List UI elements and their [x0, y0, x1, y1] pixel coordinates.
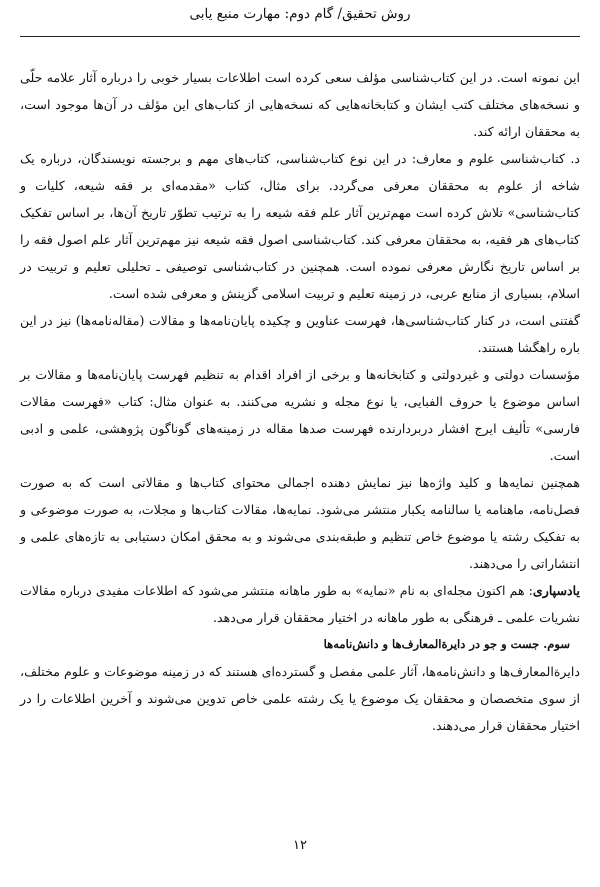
paragraph: مؤسسات دولتی و غیردولتی و کتابخانه‌ها و برخی از افراد اقدام به تنظیم فهرست پایان‌نامه‌ها و مقالات بر اساس موضوع یا حروف الفبایی، یا نوع مجله و نشریه می‌کنند. به عنوان مثال: کتاب «فهرست مقالات فارسی» تألیف ایرج افشار دربردارنده فهرست صدها مقاله در زمینه‌های گوناگون پژوهشی، علمی و ادبی است. — [20, 367, 580, 463]
running-header: روش تحقیق/ گام دوم: مهارت منبع یابی — [189, 6, 411, 22]
note-text: : هم اکنون مجله‌ای به نام «نمایه» به طور ماهانه منتشر می‌شود که اطلاعات مفیدی درباره مقالات نشریات علمی ـ فرهنگی به طور ماهانه در اختیار محققان قرار می‌دهد. — [20, 583, 580, 625]
body-text — [20, 64, 580, 739]
paragraph: همچنین نمایه‌ها و کلید واژه‌ها نیز نمایش دهنده اجمالی محتوای کتاب‌ها و مقالاتی است که به صورت فصل‌نامه، ماهنامه یا سالنامه یکبار منتشر می‌شود. نمایه‌ها، مقالات کتاب‌ها و مجلات، به صورت موضوعی و به تفکیک رشته یا موضوع خاص تنظیم و طبقه‌بندی می‌شوند و به محقق امکان دستیابی به تازه‌های علمی و انتشاراتی را می‌دهند. — [20, 475, 580, 571]
page-number: ۱۲ — [293, 838, 307, 853]
note-paragraph — [20, 577, 580, 631]
header-rule — [20, 36, 580, 37]
paragraph: این نمونه است. در این کتاب‌شناسی مؤلف سعی کرده است اطلاعات بسیار خوبی را درباره آثار علامه حلّی و نسخه‌های مختلف کتب ایشان و کتابخانه‌هایی که نسخه‌هایی از کتاب‌های این مؤلف در آن‌ها موجود است، به محققان ارائه کند. — [20, 70, 580, 139]
paragraph: د. کتاب‌شناسی علوم و معارف: در این نوع کتاب‌شناسی، کتاب‌های مهم و برجسته نویسندگان، درباره یک شاخه از علوم به محققان معرفی می‌گردد. برای مثال، کتاب «مقدمه‌ای بر فقه شیعه، کلیات و کتاب‌شناسی» تلاش کرده است مهم‌ترین آثار علم فقه شیعه را به ترتیب تطوّر تاریخ آن‌ها، بر اساس تفکیک کتاب‌های هر فقیه، به محققان معرفی کند. کتاب‌شناسی اصول فقه شیعه نیز مهم‌ترین آثار علم اصول فقه را بر اساس تاریخ نگارش معرفی نموده است. همچنین در کتاب‌شناسی توصیفی ـ تحلیلی تعلیم و تربیت در اسلام، بسیاری از منابع عربی، در زمینه تعلیم و تربیت اسلامی گزینش و معرفی شده است. — [20, 151, 580, 301]
paragraph: دایرةالمعارف‌ها و دانش‌نامه‌ها، آثار علمی مفصل و گسترده‌ای هستند که در زمینه موضوعات و علوم مختلف، از سوی متخصصان و محققان یک موضوع یا یک رشته علمی خاص تدوین می‌شوند و آخرین اطلاعات را در اختیار محققان قرار می‌دهند. — [20, 664, 580, 733]
section-heading: سوم. جست و جو در دایرةالمعارف‌ها و دانش‌نامه‌ها — [323, 637, 570, 651]
paragraph: گفتنی است، در کنار کتاب‌شناسی‌ها، فهرست عناوین و چکیده پایان‌نامه‌ها و مقالات (مقاله‌نامه‌ها) نیز در این باره راهگشا هستند. — [20, 313, 580, 355]
note-label: یادسپاری — [532, 583, 580, 598]
